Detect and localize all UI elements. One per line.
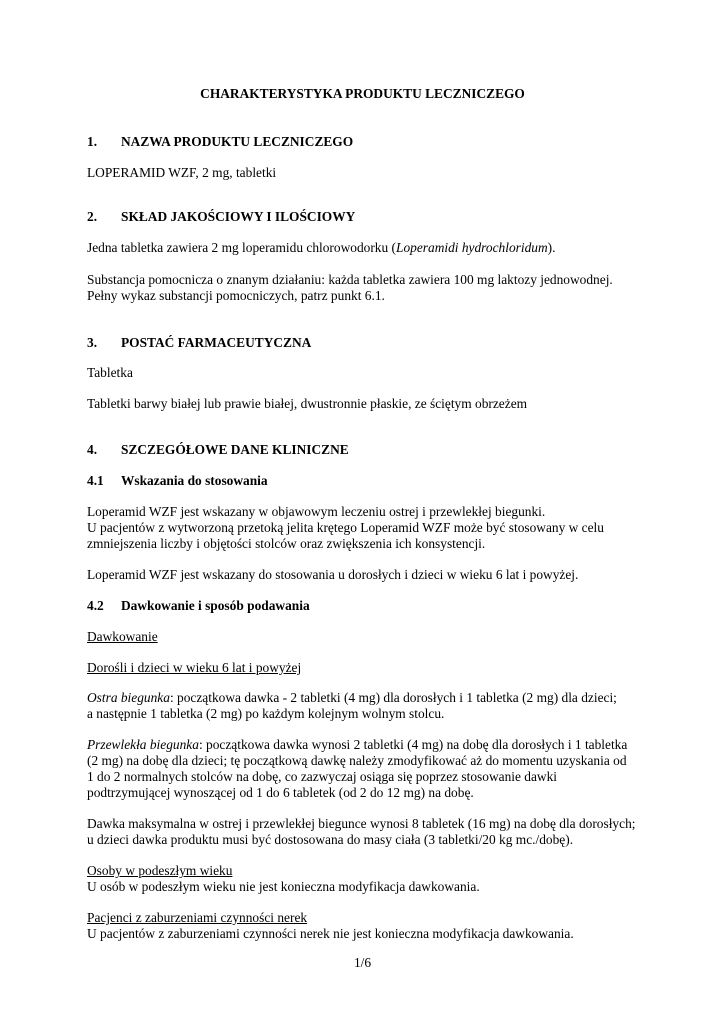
dosage-heading: Dawkowanie bbox=[87, 629, 158, 644]
chronic-diarrhea-line-4: podtrzymującej wynoszącej od 1 do 6 tabletek (od 2 do 12 mg) na dobę. bbox=[87, 785, 474, 800]
chronic-diarrhea-line-2: (2 mg) na dobę dla dzieci; tę początkową dawkę należy zmodyfikować aż do momentu uzyskania od bbox=[87, 753, 627, 768]
section-4-title: SZCZEGÓŁOWE DANE KLINICZNE bbox=[121, 442, 349, 457]
elderly-text: U osób w podeszłym wieku nie jest konieczna modyfikacja dawkowania. bbox=[87, 879, 480, 894]
indications-line-3: zmniejszenia liczby i objętości stolców oraz zwiększenia ich konsystencji. bbox=[87, 536, 486, 551]
subsection-4-2-number: 4.2 bbox=[87, 598, 104, 613]
chronic-diarrhea-text: : początkowa dawka wynosi 2 tabletki (4 mg) na dobę dla dorosłych i 1 tabletka bbox=[198, 737, 628, 752]
section-1-number: 1. bbox=[87, 134, 98, 149]
section-2-title: SKŁAD JAKOŚCIOWY I ILOŚCIOWY bbox=[121, 209, 356, 224]
section-1-title: NAZWA PRODUKTU LECZNICZEGO bbox=[121, 134, 354, 149]
composition-latin-name: Loperamidi hydrochloridum bbox=[396, 240, 548, 255]
indications-line-2: U pacjentów z wytworzoną przetoką jelita krętego Loperamid WZF może być stosowany w celu bbox=[87, 520, 604, 535]
subsection-4-1-number: 4.1 bbox=[87, 473, 104, 488]
page-number: 1/6 bbox=[353, 955, 372, 970]
indications-line-1: Loperamid WZF jest wskazany w objawowym leczeniu ostrej i przewlekłej biegunki. bbox=[87, 504, 546, 519]
composition-paragraph bbox=[87, 240, 555, 257]
section-2-number: 2. bbox=[87, 209, 98, 224]
subsection-4-2-title: Dawkowanie i sposób podawania bbox=[121, 598, 310, 613]
excipient-line-2: Pełny wykaz substancji pomocniczych, patrz punkt 6.1. bbox=[87, 288, 385, 303]
composition-text-a: Jedna tabletka zawiera 2 mg loperamidu chlorowodorku ( bbox=[87, 240, 396, 255]
acute-diarrhea-label: Ostra biegunka bbox=[87, 690, 170, 705]
acute-diarrhea-text: : początkowa dawka - 2 tabletki (4 mg) dla dorosłych i 1 tabletka (2 mg) dla dzieci; bbox=[169, 690, 617, 705]
max-dose-line-1: Dawka maksymalna w ostrej i przewlekłej biegunce wynosi 8 tabletek (16 mg) na dobę dla dorosłych; bbox=[87, 816, 636, 831]
excipient-line-1: Substancja pomocnicza o znanym działaniu: każda tabletka zawiera 100 mg laktozy jednowodnej. bbox=[87, 272, 613, 287]
max-dose-line-2: u dzieci dawka produktu musi być dostosowana do masy ciała (3 tabletki/20 kg mc./dobę). bbox=[87, 832, 574, 847]
subsection-4-1-title: Wskazania do stosowania bbox=[121, 473, 268, 488]
acute-diarrhea-line-1 bbox=[87, 690, 617, 707]
elderly-heading: Osoby w podeszłym wieku bbox=[87, 863, 233, 878]
chronic-diarrhea-line-1 bbox=[87, 737, 627, 754]
product-name-text: LOPERAMID WZF, 2 mg, tabletki bbox=[87, 165, 277, 180]
adults-children-heading: Dorośli i dzieci w wieku 6 lat i powyżej bbox=[87, 660, 302, 675]
form-description: Tabletki barwy białej lub prawie białej, dwustronnie płaskie, ze ściętym obrzeżem bbox=[87, 396, 528, 411]
section-3-title: POSTAĆ FARMACEUTYCZNA bbox=[121, 335, 312, 350]
indications-line-4: Loperamid WZF jest wskazany do stosowania u dorosłych i dzieci w wieku 6 lat i powyżej. bbox=[87, 567, 579, 582]
renal-heading: Pacjenci z zaburzeniami czynności nerek bbox=[87, 910, 308, 925]
section-4-number: 4. bbox=[87, 442, 98, 457]
acute-diarrhea-line-2: a następnie 1 tabletka (2 mg) po każdym kolejnym wolnym stolcu. bbox=[87, 706, 445, 721]
section-3-number: 3. bbox=[87, 335, 98, 350]
document-title: CHARAKTERYSTYKA PRODUKTU LECZNICZEGO bbox=[200, 86, 525, 101]
composition-text-b: ). bbox=[547, 240, 556, 255]
chronic-diarrhea-label: Przewlekła biegunka bbox=[87, 737, 199, 752]
renal-text: U pacjentów z zaburzeniami czynności nerek nie jest konieczna modyfikacja dawkowania. bbox=[87, 926, 574, 941]
form-text: Tabletka bbox=[87, 365, 133, 380]
chronic-diarrhea-line-3: 1 do 2 normalnych stolców na dobę, co zazwyczaj osiąga się poprzez stosowanie dawki bbox=[87, 769, 558, 784]
